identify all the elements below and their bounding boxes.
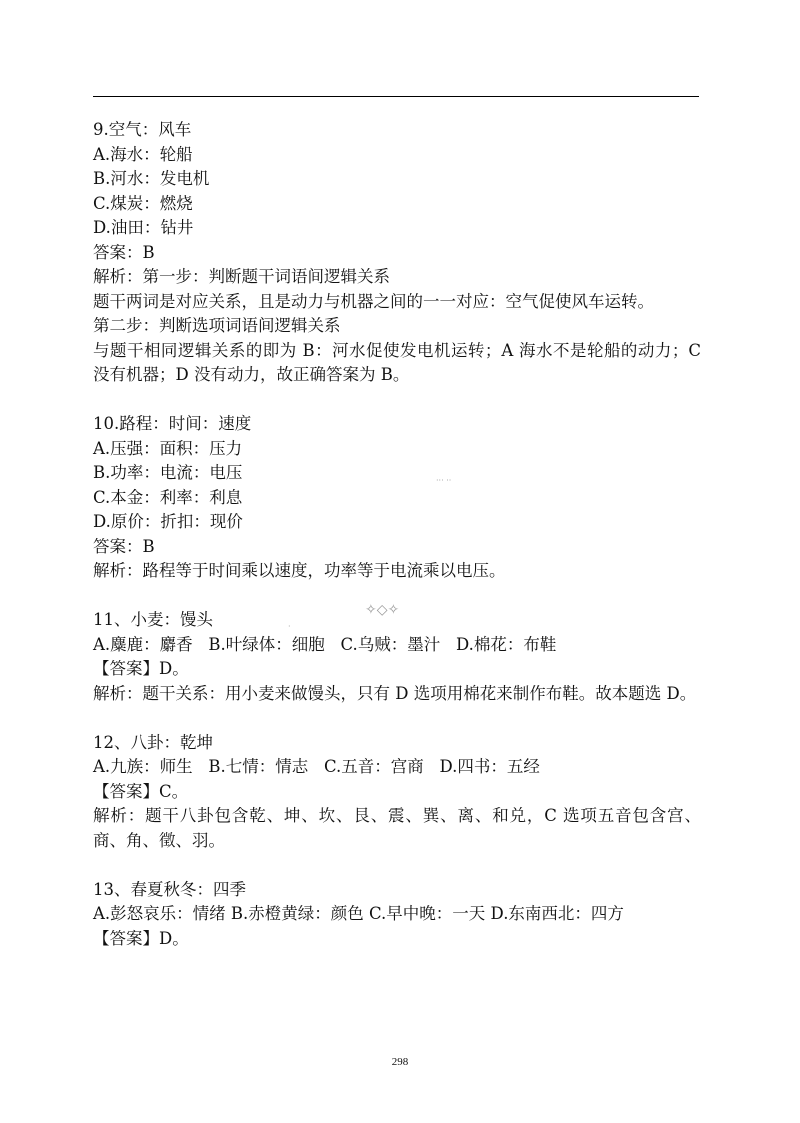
option-d: D.原价：折扣：现价 [93, 512, 243, 531]
option-b: B.河水：发电机 [93, 169, 210, 188]
option-a: A.海水：轮船 [93, 144, 193, 164]
question-10 [93, 412, 701, 584]
option-b: B.功率：电流：电压 [93, 463, 243, 482]
analysis-line: 解析：路程等于时间乘以速度，功率等于电流乘以电压。 [93, 561, 506, 580]
answer: 答案：B [93, 242, 155, 262]
analysis-line: 第二步：判断选项词语间逻辑关系 [93, 316, 341, 335]
analysis-line: 题干两词是对应关系，且是动力与机器之间的一一对应：空气促使风车运转。 [93, 291, 654, 311]
analysis-line: 与题干相同逻辑关系的即为 B：河水促使发电机运转；A 海水不是轮船的动力；C 没有机器；D 没有动力，故正确答案为 B。 [93, 340, 701, 384]
options-line: A.麋鹿：麝香 B.叶绿体：细胞 C.乌贼：墨汁 D.棉花：布鞋 [93, 634, 557, 654]
question-stem: 10.路程：时间：速度 [93, 414, 252, 433]
options-line: A.九族：师生 B.七情：情志 C.五音：宫商 D.四书：五经 [93, 757, 540, 776]
question-stem: 11、小麦：馒头 [93, 610, 213, 629]
header-rule [93, 96, 699, 97]
analysis-line: 解析：第一步：判断题干词语间逻辑关系 [93, 267, 390, 286]
options-line: A.彭怒哀乐：情绪 B.赤橙黄绿：颜色 C.早中晚：一天 D.东南西北：四方 [93, 904, 624, 923]
question-stem: 9.空气：风车 [93, 120, 192, 139]
question-12 [93, 731, 701, 854]
question-9 [93, 118, 701, 388]
scan-artifact: ··· ·· [436, 476, 452, 485]
option-d: D.油田：钻井 [93, 218, 194, 237]
question-stem: 12、八卦：乾坤 [93, 732, 213, 752]
answer: 【答案】D。 [93, 659, 189, 678]
scan-artifact: · [288, 622, 291, 631]
analysis-line: 解析：题干八卦包含乾、坤、坎、艮、震、巽、离、和兑，C 选项五音包含宫、商、角、徵、羽。 [93, 806, 701, 850]
page-content [93, 118, 701, 951]
scan-artifact: ✧◇✧ [365, 602, 400, 618]
answer: 【答案】C。 [93, 781, 189, 801]
option-a: A.压强：面积：压力 [93, 438, 243, 458]
question-stem: 13、春夏秋冬：四季 [93, 879, 246, 899]
answer: 答案：B [93, 536, 155, 556]
answer: 【答案】D。 [93, 928, 189, 948]
analysis-line: 解析：题干关系：用小麦来做馒头，只有 D 选项用棉花来制作布鞋。故本题选 D。 [93, 683, 697, 703]
option-c: C.本金：利率：利息 [93, 487, 243, 507]
question-13 [93, 878, 701, 952]
question-11 [93, 608, 701, 706]
page-number: 298 [391, 1056, 409, 1068]
option-c: C.煤炭：燃烧 [93, 193, 193, 213]
